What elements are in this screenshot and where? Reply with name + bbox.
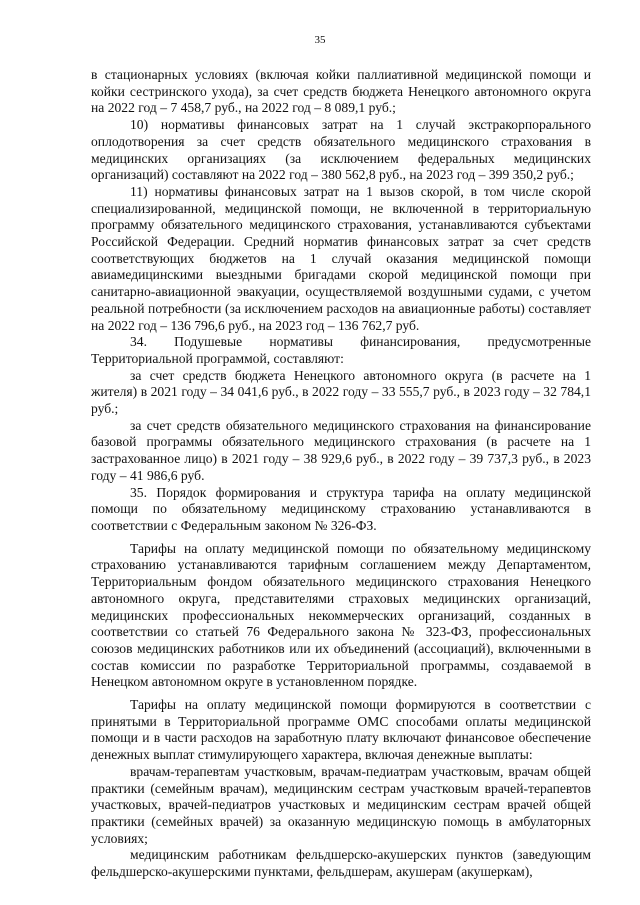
- paragraph: 35. Порядок формирования и структура тарифа на оплату медицинской помощи по обязательному медицинскому страхованию устанавливаются в соответствии с Федеральным законом № 326-ФЗ.: [91, 484, 591, 533]
- paragraph: 34. Подушевые нормативы финансирования, предусмотренные Территориальной программой, составляют:: [91, 334, 591, 366]
- paragraph: за счет средств обязательного медицинского страхования на финансирование базовой программы обязательного медицинского страхования (в расчете на 1 застрахованное лицо) в 2021 году – 38 929,6 руб., в 2022 году – 39 737,3 руб., в 2023 году – 41 986,6 руб.: [91, 417, 591, 483]
- paragraph: 10) нормативы финансовых затрат на 1 случай экстракорпорального оплодотворения за счет средств обязательного медицинского страхования в медицинских организациях (за исключением федеральных медицинских организаций) составляют на 2022 год – 380 562,8 руб., на 2023 год – 399 350,2 руб.;: [91, 117, 591, 183]
- paragraph: в стационарных условиях (включая койки паллиативной медицинской помощи и койки сестринского ухода), за счет средств бюджета Ненецкого автономного округа на 2022 год – 7 458,7 руб., на 2022 год – 8 089,1 руб.;: [91, 67, 591, 116]
- paragraph: 11) нормативы финансовых затрат на 1 вызов скорой, в том числе скорой специализированной, медицинской помощи, не включенной в территориальную программу обязательного медицинского страхования, устанавливаются субъектами Российской Федерации. Средний норматив финансовых затрат за счет средств соответствующих бюджетов на 1 случай оказания медицинской помощи авиамедицинскими выездными бригадами скорой медицинской помощи при санитарно-авиационной эвакуации, осуществляемой воздушными судами, с учетом реальной потребности (за исключением расходов на авиационные работы) составляет на 2022 год – 136 796,6 руб., на 2023 год – 136 762,7 руб.: [91, 183, 591, 333]
- paragraph: за счет средств бюджета Ненецкого автономного округа (в расчете на 1 жителя) в 2021 году – 34 041,6 руб., в 2022 году – 33 555,7 руб., в 2023 году – 32 784,1 руб.;: [91, 367, 591, 417]
- paragraph: медицинским работникам фельдшерско-акушерских пунктов (заведующим фельдшерско-акушерскими пунктами, фельдшерам, акушерам (акушеркам),: [91, 847, 591, 880]
- body-text: [91, 67, 591, 881]
- paragraph: врачам-терапевтам участковым, врачам-педиатрам участковым, врачам общей практики (семейным врачам), медицинским сестрам участковым врачей-терапевтов участковых, врачей-педиатров участковых и медицинским сестрам врачей общей практики (семейных врачей) за оказанную медицинскую помощь в амбулаторных условиях;: [91, 763, 591, 846]
- paragraph: Тарифы на оплату медицинской помощи по обязательному медицинскому страхованию устанавливаются тарифным соглашением между Департаментом, Территориальным фондом обязательного медицинского страхования Ненецкого автономного округа, представителями страховых медицинских организаций, медицинских профессиональных некоммерческих организаций, созданных в соответствии со статьей 76 Федерального закона № 323-ФЗ, профессиональных союзов медицинских работников или их объединений (ассоциаций), включенными в состав комиссии по разработке Территориальной программы, создаваемой в Ненецком автономном округе в установленном порядке.: [91, 540, 591, 690]
- page-number: 35: [314, 34, 326, 46]
- paragraph: Тарифы на оплату медицинской помощи формируются в соответствии с принятыми в Территориальной программе ОМС способами оплаты медицинской помощи и в части расходов на заработную плату включают финансовое обеспечение денежных выплат стимулирующего характера, включая денежные выплаты:: [91, 697, 591, 763]
